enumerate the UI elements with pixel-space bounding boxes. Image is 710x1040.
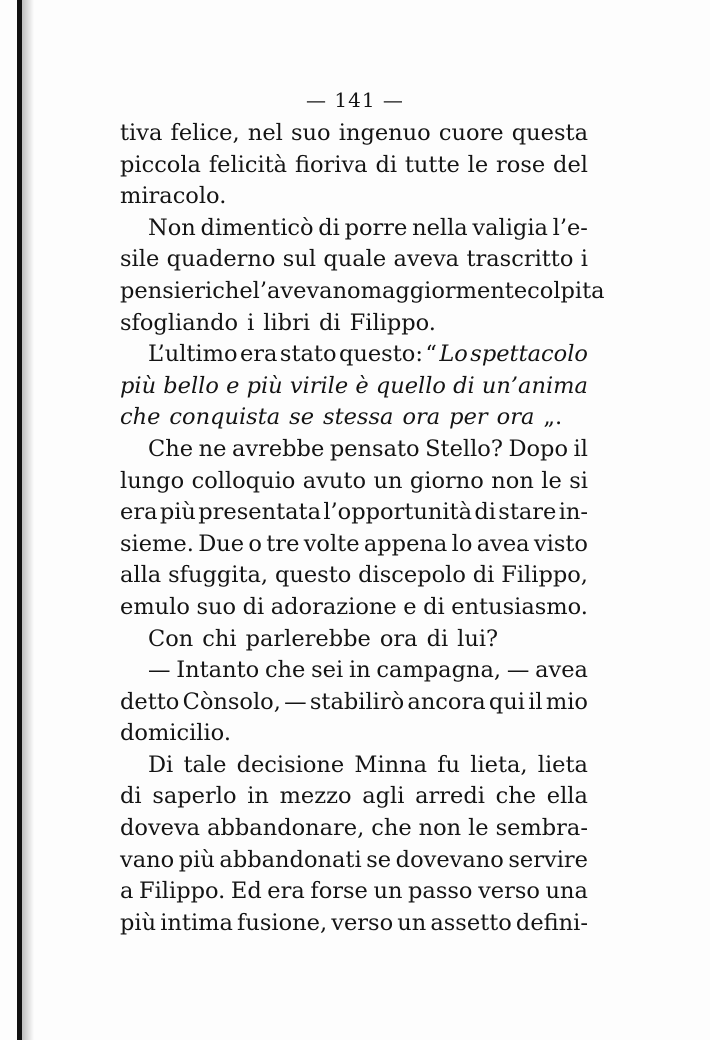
word: — xyxy=(148,657,171,684)
body-text xyxy=(120,118,605,939)
word: presentata xyxy=(198,499,321,526)
word: decisione xyxy=(236,751,345,778)
word: era xyxy=(239,341,278,368)
word: Intanto xyxy=(176,657,260,684)
word: “ xyxy=(425,341,437,368)
word: lieta, xyxy=(470,751,528,778)
word: sieme. xyxy=(120,530,194,557)
word: tiva xyxy=(120,120,163,146)
word: di xyxy=(242,593,265,620)
word: doveva xyxy=(120,815,201,842)
word: non xyxy=(418,815,462,842)
word: — xyxy=(284,688,307,715)
word: defini- xyxy=(515,909,588,936)
word: libri xyxy=(263,309,311,336)
text-line xyxy=(120,276,605,308)
word: un xyxy=(373,878,403,905)
word: sfogliando xyxy=(120,309,239,336)
word: discepolo xyxy=(358,562,466,589)
word: lui? xyxy=(457,625,499,652)
word: il xyxy=(528,688,543,715)
word: ella xyxy=(546,783,588,810)
word: nella xyxy=(412,214,468,241)
word: arredi xyxy=(415,783,485,810)
word: ora xyxy=(379,625,418,652)
word: giorno xyxy=(409,467,484,494)
word: ingenuo xyxy=(338,120,431,146)
text-line xyxy=(120,371,588,403)
word: maggiormente xyxy=(360,277,528,304)
word: suo xyxy=(196,593,237,620)
word: del xyxy=(553,151,588,178)
word: valigia xyxy=(472,214,548,241)
word: L’ultimo xyxy=(148,341,238,368)
word: suo xyxy=(291,120,331,146)
word: assetto xyxy=(430,909,512,936)
word: di xyxy=(453,372,475,399)
word: vano xyxy=(120,846,175,873)
word: ancora xyxy=(407,688,486,715)
word: di xyxy=(426,625,449,652)
word: cuore xyxy=(438,120,504,146)
word: in xyxy=(348,657,371,684)
text-line xyxy=(120,813,588,845)
text-line xyxy=(120,118,588,150)
text-line xyxy=(120,402,588,434)
word: avrebbe xyxy=(231,435,325,462)
word: l’avevano xyxy=(252,277,361,304)
word: che xyxy=(120,404,161,431)
word: Due xyxy=(198,530,245,557)
word: non xyxy=(491,467,534,494)
word: avea xyxy=(476,530,530,557)
word: che xyxy=(212,277,253,304)
word: aveva xyxy=(393,246,460,273)
word: appena xyxy=(363,530,448,557)
word: intima xyxy=(160,909,233,936)
word: di xyxy=(423,593,445,620)
word: avea xyxy=(535,657,588,684)
word: stare xyxy=(498,499,557,526)
word: Dopo xyxy=(508,435,568,462)
word: lieta xyxy=(537,751,588,778)
word: qui xyxy=(488,688,525,715)
word: fusione, xyxy=(237,909,328,936)
word: quale xyxy=(323,246,387,273)
word: Ed xyxy=(230,878,262,905)
text-line xyxy=(120,655,588,687)
word: sei xyxy=(311,657,344,684)
word: più xyxy=(246,372,283,399)
word: felicità xyxy=(208,151,288,178)
word: che xyxy=(264,657,306,684)
word: Cònsolo, xyxy=(182,688,281,715)
word: miracolo. xyxy=(120,183,227,210)
word: si xyxy=(569,467,588,494)
word: ora xyxy=(496,404,535,431)
word: Lo xyxy=(439,341,468,368)
word: stabilirò xyxy=(309,688,405,715)
word: mezzo xyxy=(279,783,352,810)
word: sembra- xyxy=(495,815,588,842)
word: verso xyxy=(478,878,540,905)
word: le xyxy=(467,151,489,178)
word: forse xyxy=(310,878,368,905)
word: trascritto xyxy=(466,246,574,273)
word: un’anima xyxy=(481,372,588,399)
word: saperlo xyxy=(152,783,237,810)
word: se xyxy=(366,846,392,873)
word: felice, xyxy=(170,120,240,146)
text-line xyxy=(120,434,588,466)
word: Non xyxy=(148,214,196,241)
text-line xyxy=(120,876,588,908)
word: spettacolo xyxy=(470,341,588,368)
word: tale xyxy=(183,751,227,778)
word: entusiasmo. xyxy=(451,593,588,620)
word: Di xyxy=(148,751,174,778)
text-line xyxy=(120,718,588,750)
text-line xyxy=(120,244,588,276)
text-line xyxy=(120,624,588,656)
word: di xyxy=(472,562,495,589)
word: passo xyxy=(408,878,473,905)
word: — xyxy=(506,657,530,684)
word: di xyxy=(318,214,340,241)
word: per xyxy=(449,404,488,431)
word: a xyxy=(120,878,134,905)
word: alla xyxy=(120,562,162,589)
word: lungo xyxy=(120,467,185,494)
word: piccola xyxy=(120,151,201,178)
word: emulo xyxy=(120,593,190,620)
word: è xyxy=(355,372,369,399)
word: e xyxy=(226,372,240,399)
word: adorazione xyxy=(270,593,397,620)
text-line xyxy=(120,592,588,624)
text-line xyxy=(120,213,588,245)
word: era xyxy=(120,499,158,526)
word: pensato xyxy=(329,435,420,462)
word: o xyxy=(248,530,262,557)
word: sile xyxy=(120,246,160,273)
text-line xyxy=(120,845,588,877)
word: pensieri xyxy=(120,277,213,304)
text-line xyxy=(120,529,588,561)
word: l’e- xyxy=(552,214,588,241)
word: stato xyxy=(279,341,337,368)
word: Stello? xyxy=(425,435,503,462)
word: in- xyxy=(558,499,588,526)
word: bello xyxy=(163,372,219,399)
word: fu xyxy=(437,751,461,778)
word: fioriva xyxy=(294,151,368,178)
word: ora xyxy=(402,404,441,431)
word: Che xyxy=(148,435,194,462)
text-line xyxy=(120,150,588,182)
word: se xyxy=(289,404,315,431)
word: più xyxy=(178,846,215,873)
word: il xyxy=(573,435,588,462)
word: visto xyxy=(533,530,588,557)
word: di xyxy=(120,783,142,810)
word: Filippo. xyxy=(349,309,436,336)
word: servire xyxy=(508,846,588,873)
word: una xyxy=(545,878,588,905)
word: Con xyxy=(148,625,194,652)
text-line xyxy=(120,181,588,213)
word: sul xyxy=(282,246,317,273)
word: era xyxy=(267,878,305,905)
word: Filippo, xyxy=(501,562,588,589)
word: conquista xyxy=(169,404,281,431)
binding-shadow xyxy=(22,0,34,1040)
word: quaderno xyxy=(166,246,276,273)
word: che xyxy=(371,815,412,842)
word: i xyxy=(247,309,255,336)
word: chi xyxy=(202,625,237,652)
word: ne xyxy=(198,435,227,462)
word: campagna, xyxy=(376,657,502,684)
word: abbandonare, xyxy=(207,815,365,842)
word: Minna xyxy=(354,751,428,778)
text-line xyxy=(120,497,588,529)
word: più xyxy=(120,909,157,936)
word: che xyxy=(495,783,537,810)
word: più xyxy=(120,372,157,399)
text-line xyxy=(120,560,588,592)
word: l’opportunità xyxy=(323,499,473,526)
word: quello xyxy=(375,372,446,399)
text-line xyxy=(120,339,588,371)
word: volte xyxy=(303,530,360,557)
word: le xyxy=(468,815,489,842)
word: virile xyxy=(289,372,349,399)
text-line xyxy=(120,908,588,940)
text-line xyxy=(120,781,588,813)
word: le xyxy=(541,467,562,494)
word: questo: xyxy=(338,341,423,368)
text-line xyxy=(120,308,588,340)
word: colpita xyxy=(527,277,605,304)
word: avuto xyxy=(302,467,366,494)
word: mio xyxy=(545,688,588,715)
word: stessa xyxy=(323,404,394,431)
word: verso xyxy=(331,909,394,936)
word: questo xyxy=(274,562,352,589)
word: lo xyxy=(451,530,473,557)
word: porre xyxy=(344,214,408,241)
word: e xyxy=(403,593,417,620)
word: in xyxy=(247,783,269,810)
word: tutte xyxy=(404,151,460,178)
word: dimenticò xyxy=(200,214,314,241)
word: Filippo. xyxy=(139,878,226,905)
word: tre xyxy=(266,530,300,557)
word: domicilio. xyxy=(120,720,231,747)
page-number: — 141 — xyxy=(306,88,404,112)
word: i xyxy=(580,246,588,273)
word: colloquio xyxy=(191,467,296,494)
word: un xyxy=(373,467,403,494)
word: questa xyxy=(511,120,588,146)
word: dovevano xyxy=(395,846,504,873)
text-line xyxy=(120,750,588,782)
word: agli xyxy=(362,783,405,810)
word: detto xyxy=(120,688,180,715)
text-line xyxy=(120,687,588,719)
text-line xyxy=(120,466,588,498)
word: di xyxy=(474,499,496,526)
word: più xyxy=(159,499,196,526)
word: abbandonati xyxy=(219,846,362,873)
word: parlerebbe xyxy=(245,625,371,652)
word: nel xyxy=(247,120,283,146)
word: „. xyxy=(543,404,563,431)
word: sfuggita, xyxy=(168,562,269,589)
word: rose xyxy=(496,151,546,178)
word: di xyxy=(319,309,341,336)
word: un xyxy=(397,909,427,936)
word: di xyxy=(375,151,398,178)
